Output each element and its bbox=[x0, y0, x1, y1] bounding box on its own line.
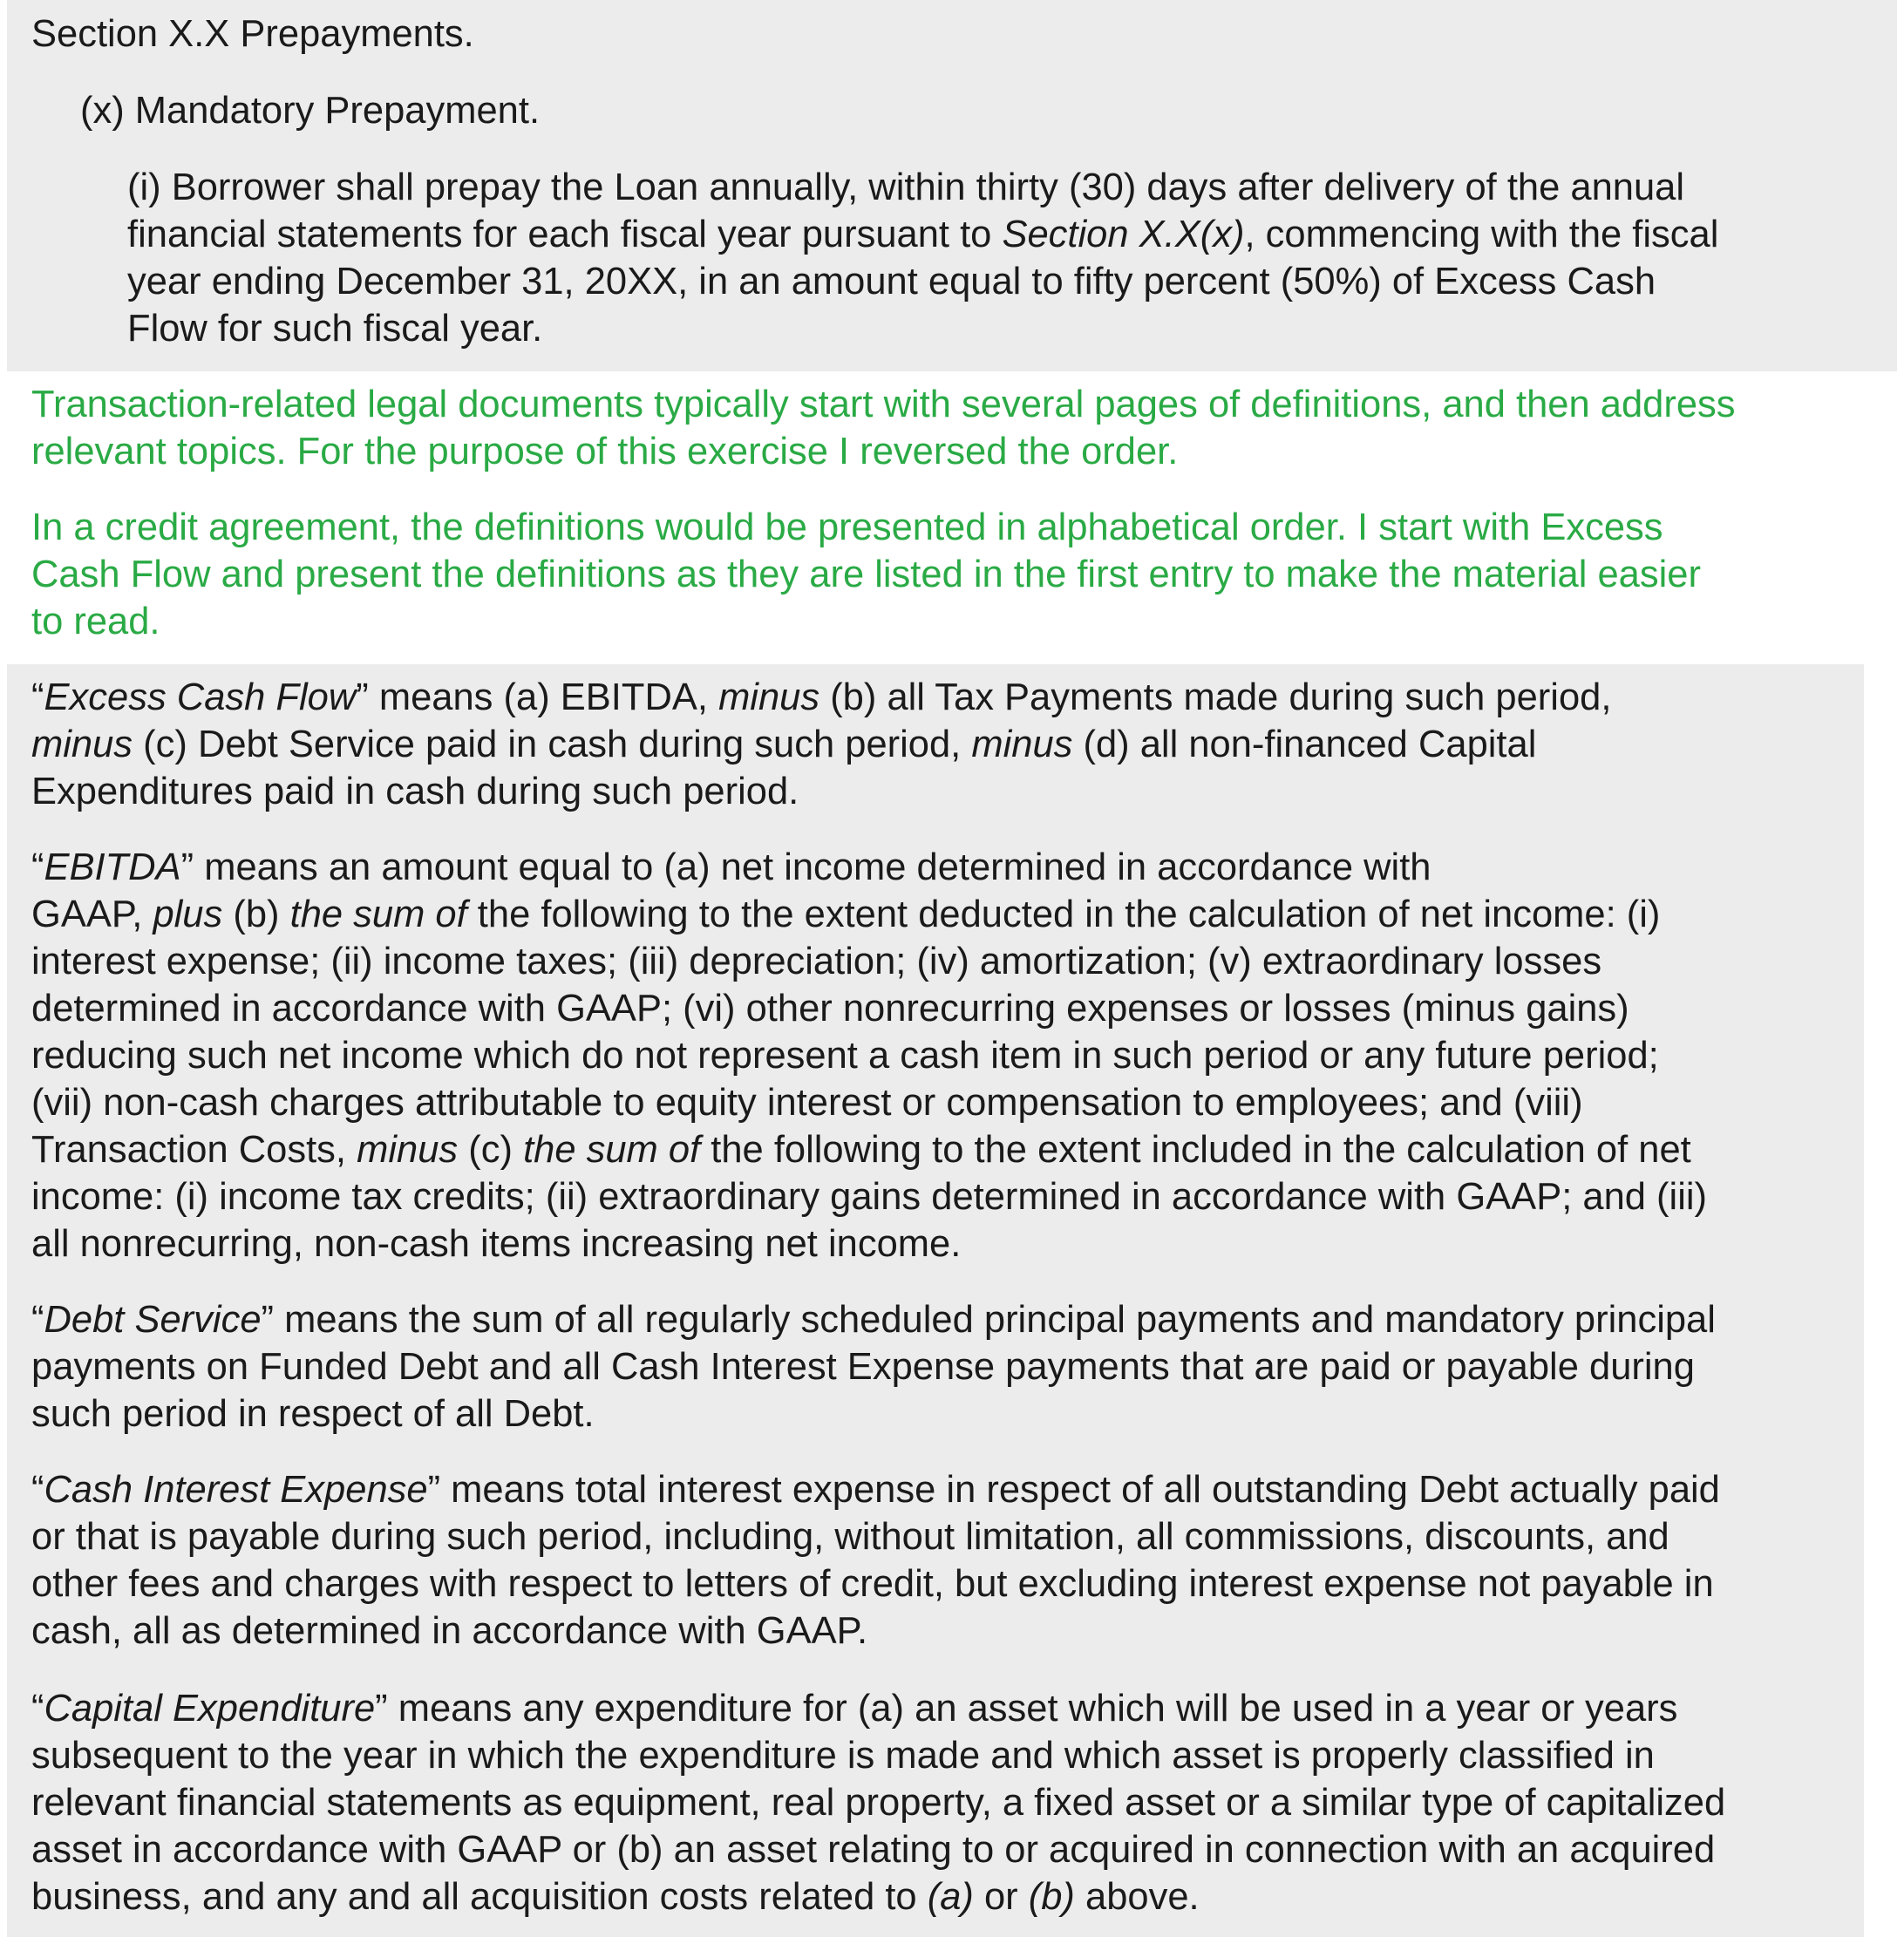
defined-term: Debt Service bbox=[44, 1299, 262, 1341]
section-reference: Section X.X(x) bbox=[1002, 214, 1245, 255]
defined-term: Cash Interest Expense bbox=[44, 1469, 428, 1511]
definition-cash-interest-expense: “Cash Interest Expense” means total interest expense in respect of all outstanding Debt actually paid or that is payable during such period, including, without limitation, all commissions, discounts, and other fees and charges with respect to letters of credit, but excluding interest expense not payable in cash, all as determined in accordance with GAAP. bbox=[31, 1469, 1720, 1652]
note-paragraph-order: Transaction-related legal documents typically start with several pages of definitions, and then address relevant topics. For the purpose of this exercise I reversed the order. bbox=[31, 384, 1736, 472]
defined-term: Capital Expenditure bbox=[44, 1688, 376, 1730]
section-heading: Section X.X Prepayments. bbox=[31, 13, 474, 55]
definition-debt-service: “Debt Service” means the sum of all regularly scheduled principal payments and mandatory principal payments on Funded Debt and all Cash Interest Expense payments that are paid or payable during such period in respect of all Debt. bbox=[31, 1299, 1716, 1435]
section-subheading: (x) Mandatory Prepayment. bbox=[80, 90, 541, 132]
definition-capital-expenditure: “Capital Expenditure” means any expenditure for (a) an asset which will be used in a year or years subsequent to the year in which the expenditure is made and which asset is properly classified in relevant financial statements as equipment, real property, a fixed asset or a similar type of capitalized asset in accordance with GAAP or (b) an asset relating to or acquired in connection with an acquired business, and any and all acquisition costs related to (a) or (b) above. bbox=[31, 1688, 1726, 1918]
definition-ebitda: “EBITDA” means an amount equal to (a) net income determined in accordance with GAAP, plus (b) the sum of the following to the extent deducted in the calculation of net income: (i) interest expense; (ii) income taxes; (iii) depreciation; (iv) amortization; (v) extraordinary losses determined in accordance with GAAP; (vi) other nonrecurring expenses or losses (minus gains) reducing such net income which do not represent a cash item in such period or any future period; (vii) non-cash charges attributable to equity interest or compensation to employees; and (viii) Transaction Costs, minus (c) the sum of the following to the extent included in the calculation of net income: (i) income tax credits; (ii) extraordinary gains determined in accordance with GAAP; and (iii) all nonrecurring, non-cash items increasing net income. bbox=[31, 846, 1708, 1265]
definition-excess-cash-flow: “Excess Cash Flow” means (a) EBITDA, minus (b) all Tax Payments made during such period, minus (c) Debt Service paid in cash during such period, minus (d) all non-financed Capital Expenditures paid in cash during such period. bbox=[31, 676, 1612, 812]
defined-term: Excess Cash Flow bbox=[44, 676, 357, 718]
mandatory-prepayment-clause: (i) Borrower shall prepay the Loan annually, within thirty (30) days after delivery of the annual financial statements for each fiscal year pursuant to Section X.X(x), commencing with the fiscal year ending December 31, 20XX, in an amount equal to fifty percent (50%) of Excess Cash Flow for such fiscal year. bbox=[127, 167, 1719, 350]
note-paragraph-alphabetical: In a credit agreement, the definitions would be presented in alphabetical order. I start with Excess Cash Flow and present the definitions as they are listed in the first entry to make the material easier to read. bbox=[31, 506, 1701, 642]
defined-term: EBITDA bbox=[44, 846, 181, 888]
